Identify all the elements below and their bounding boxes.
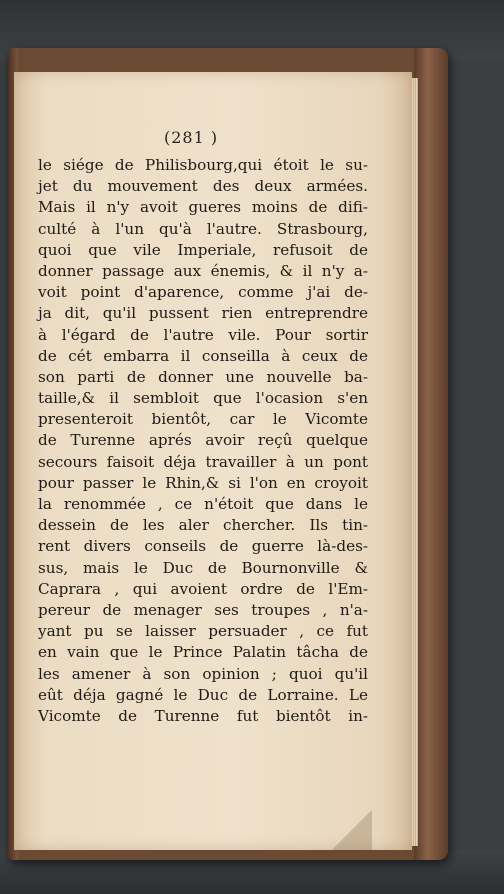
book-cover-edge (414, 48, 448, 860)
page-stack-edge (412, 78, 418, 846)
page-corner-shadow (332, 810, 372, 850)
text-line: voit point d'aparence, comme j'ai de- (38, 283, 368, 302)
text-line: quoi que vile Imperiale, refusoit de (38, 240, 368, 259)
text-line: Mais il n'y avoit gueres moins de difi- (38, 198, 368, 217)
text-line: ja dit, qu'il pussent rien entreprendre (38, 304, 368, 323)
text-line: Vicomte de Turenne fut bientôt in- (38, 706, 368, 725)
text-line: de Turenne aprés avoir reçû quelque (38, 431, 368, 450)
text-line: les amener à son opinion ; quoi qu'il (38, 664, 368, 683)
text-line: la renommée , ce n'étoit que dans le (38, 495, 368, 513)
text-line: dessein de les aler chercher. Ils tin- (38, 516, 368, 535)
text-line: pour passer le Rhin,& si l'on en croyoit (38, 473, 368, 492)
page-text (38, 155, 368, 727)
text-line: rent divers conseils de guerre là-des- (38, 537, 368, 556)
text-line: de cét embarra il conseilla à ceux de (38, 346, 368, 365)
page-number: (281 ) (164, 128, 219, 147)
text-line: yant pu se laisser persuader , ce fut (38, 622, 368, 641)
book-page (14, 72, 412, 850)
text-line: son parti de donner une nouvelle ba- (38, 367, 368, 386)
text-line: pereur de menager ses troupes , n'a- (38, 600, 368, 619)
text-line: à l'égard de l'autre vile. Pour sortir (38, 325, 368, 344)
text-line: donner passage aux énemis, & il n'y a- (38, 261, 368, 280)
text-line: secours faisoit déja travailler à un pont (38, 452, 368, 471)
text-line: sus, mais le Duc de Bournonville & (38, 558, 368, 577)
text-line: jet du mouvement des deux armées. (38, 177, 368, 196)
text-line: en vain que le Prince Palatin tâcha de (38, 643, 368, 662)
text-line: culté à l'un qu'à l'autre. Strasbourg, (38, 219, 368, 238)
book (8, 48, 448, 860)
text-line: Caprara , qui avoient ordre de l'Em- (38, 579, 368, 598)
text-line: le siége de Philisbourg,qui étoit le su- (38, 156, 368, 174)
text-line: eût déja gagné le Duc de Lorraine. Le (38, 685, 368, 704)
text-line: taille,& il sembloit que l'ocasion s'en (38, 389, 368, 408)
text-line: presenteroit bientôt, car le Vicomte (38, 410, 368, 429)
